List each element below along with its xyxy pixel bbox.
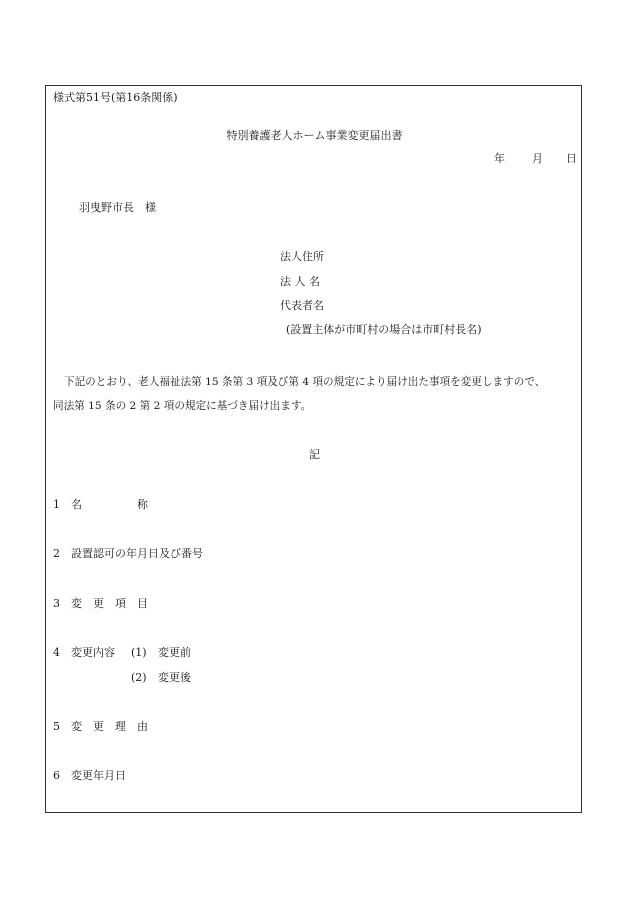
item-4-label: 変更内容 bbox=[71, 646, 115, 659]
item-5-label: 変 更 理 由 bbox=[71, 720, 148, 733]
item-2-label: 設置認可の年月日及び番号 bbox=[71, 547, 203, 560]
item-4-sub-2-number: (2) bbox=[131, 671, 147, 684]
item-6-label: 変更年月日 bbox=[71, 769, 126, 782]
item-4-sub-1-number: (1) bbox=[131, 646, 147, 659]
ki-heading: 記 bbox=[309, 448, 320, 461]
item-4-number: 4 bbox=[53, 646, 60, 659]
item-4-sub-2-label: 変更後 bbox=[158, 671, 191, 684]
item-1-label: 名 称 bbox=[71, 498, 148, 511]
body-line-2: 同法第 15 条の 2 第 2 項の規定に基づき届け出ます。 bbox=[53, 400, 312, 412]
item-1-number: 1 bbox=[53, 498, 60, 511]
body-line-1: 下記のとおり、老人福祉法第 15 条第 3 項及び第 4 項の規定により届け出た事項を変更しますので、 bbox=[64, 376, 546, 388]
applicant-address-label: 法人住所 bbox=[280, 250, 324, 263]
applicant-note: (設置主体が市町村の場合は市町村長名) bbox=[286, 323, 482, 336]
item-6-number: 6 bbox=[53, 769, 60, 782]
form-frame bbox=[45, 85, 582, 813]
item-3-number: 3 bbox=[53, 597, 60, 610]
item-2-number: 2 bbox=[53, 547, 60, 560]
date-month: 月 bbox=[532, 152, 543, 165]
date-year: 年 bbox=[494, 152, 505, 165]
applicant-name-label: 法 人 名 bbox=[280, 275, 320, 288]
item-5-number: 5 bbox=[53, 720, 60, 733]
form-number: 様式第51号(第16条関係) bbox=[53, 91, 178, 104]
addressee: 羽曳野市長 様 bbox=[79, 201, 156, 214]
applicant-representative-label: 代表者名 bbox=[280, 299, 324, 312]
date-day: 日 bbox=[566, 152, 577, 165]
item-4-sub-1-label: 変更前 bbox=[158, 646, 191, 659]
item-3-label: 変 更 項 目 bbox=[71, 597, 148, 610]
form-title: 特別養護老人ホーム事業変更届出書 bbox=[226, 129, 403, 142]
